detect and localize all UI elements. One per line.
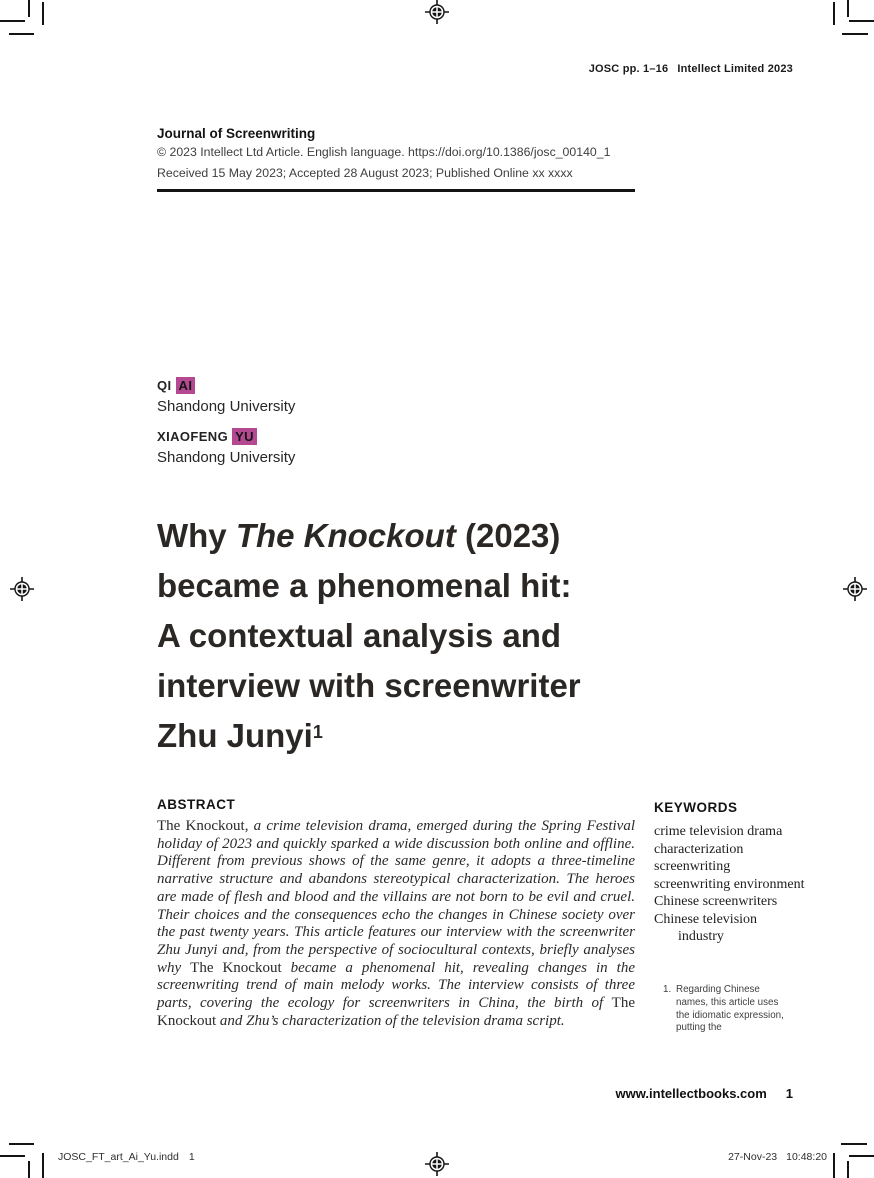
crop-mark <box>9 1143 34 1145</box>
footnote-reference: 1 <box>312 722 323 742</box>
author-entry <box>157 428 295 467</box>
abstract-work-title: The Knockout <box>157 818 245 834</box>
author-block <box>157 377 295 479</box>
title-line: A contextual analysis and <box>157 617 562 654</box>
registration-mark-top <box>425 0 449 24</box>
title-line: Zhu Junyi$^1$ <box>157 717 323 754</box>
print-datetime <box>728 1151 827 1163</box>
keywords-heading: KEYWORDS <box>654 800 738 815</box>
crop-mark <box>847 0 849 17</box>
registration-mark-left <box>10 577 34 601</box>
keyword-item: Chinese television industry <box>654 911 758 944</box>
author-first-name: XIAOFENG <box>157 429 229 444</box>
abstract-work-title: The Knockout <box>190 959 282 976</box>
journal-name: Journal of Screenwriting <box>157 126 316 141</box>
crop-mark <box>28 0 30 17</box>
crop-mark <box>849 20 874 22</box>
print-time: 10:48:20 <box>786 1151 827 1163</box>
keyword-item: screenwriting <box>654 859 731 874</box>
registration-mark-right <box>843 577 867 601</box>
author-affiliation: Shandong University <box>157 398 296 415</box>
author-surname-highlight: AI <box>176 377 196 394</box>
journal-header <box>157 126 635 192</box>
keywords-panel <box>654 800 806 946</box>
print-file-name: JOSC_FT_art_Ai_Yu.indd 1 <box>58 1151 195 1163</box>
print-sheet-number: 1 <box>188 1151 195 1163</box>
author-name <box>157 428 295 445</box>
abstract-work-title: The Knockout <box>157 995 635 1029</box>
received-accepted-line: Received 15 May 2023; Accepted 28 August 2023; Published Online xx xxxx <box>157 166 573 180</box>
page-footer <box>0 1086 793 1101</box>
crop-mark <box>833 2 835 25</box>
print-slug-line <box>0 1151 874 1167</box>
keyword-item: crime television drama <box>654 824 783 839</box>
author-affiliation: Shandong University <box>157 449 296 466</box>
author-first-name: QI <box>157 378 172 393</box>
abstract-text: The Knockout, a crime television drama, emerged during the Spring Festival holiday of 2023 and quickly sparked a wide discussion both online and offline. Different from previous shows of the same genre, it adopts a three-timeline narrative structure and abandons stereotypical characterization. The heroes are made of flesh and blood and the villains are not born to be evil and cruel. Their choices and the consequences echo the changes in Chinese society over the past twenty years. This article features our interview with the screenwriter Zhu Junyi and, from the perspective of sociocultural contexts, briefly analyses why The Knockout became a phenomenal hit, revealing changes in the screenwriting trend of main melody works. The interview consists of three parts, covering the ecology for screenwriters in China, the birth of The Knockout and Zhu’s characterization of the television drama script. <box>157 818 636 1029</box>
author-entry <box>157 377 295 416</box>
abstract-heading: ABSTRACT <box>157 797 236 812</box>
print-date: 27-Nov-23 <box>728 1151 778 1163</box>
footnote-number: 1. <box>663 984 672 995</box>
crop-mark <box>842 33 868 35</box>
crop-mark <box>42 2 44 25</box>
journal-issue-pages: JOSC pp. 1–16 <box>588 63 669 75</box>
keyword-list <box>654 823 806 946</box>
crop-mark <box>841 1143 867 1145</box>
author-surname-highlight: YU <box>232 428 257 445</box>
keyword-item: characterization <box>654 841 744 857</box>
copyright-doi-line: © 2023 Intellect Ltd Article. English language. https://doi.org/10.1386/josc_00140_1 <box>157 145 611 159</box>
keyword-item: Chinese screenwriters <box>654 894 778 909</box>
page-number: 1 <box>785 1086 793 1101</box>
masthead-running-head <box>0 63 793 75</box>
crop-mark <box>9 33 34 35</box>
margin-footnote <box>663 984 791 1035</box>
title-line: Why The Knockout (2023) <box>157 517 561 554</box>
title-line: interview with screenwriter <box>157 667 581 704</box>
article-title <box>157 511 687 761</box>
title-line: became a phenomenal hit: <box>157 567 572 604</box>
author-name <box>157 377 295 394</box>
publisher-imprint: Intellect Limited 2023 <box>677 63 793 75</box>
title-italic-work: The Knockout <box>235 517 456 554</box>
header-rule <box>157 189 635 192</box>
crop-mark <box>0 20 25 22</box>
publisher-url: www.intellectbooks.com <box>615 1086 767 1101</box>
footnote-text: Regarding Chinese names, this article uses the idiomatic expression, putting the <box>676 984 784 1034</box>
keyword-item: screenwriting environment <box>654 876 805 892</box>
